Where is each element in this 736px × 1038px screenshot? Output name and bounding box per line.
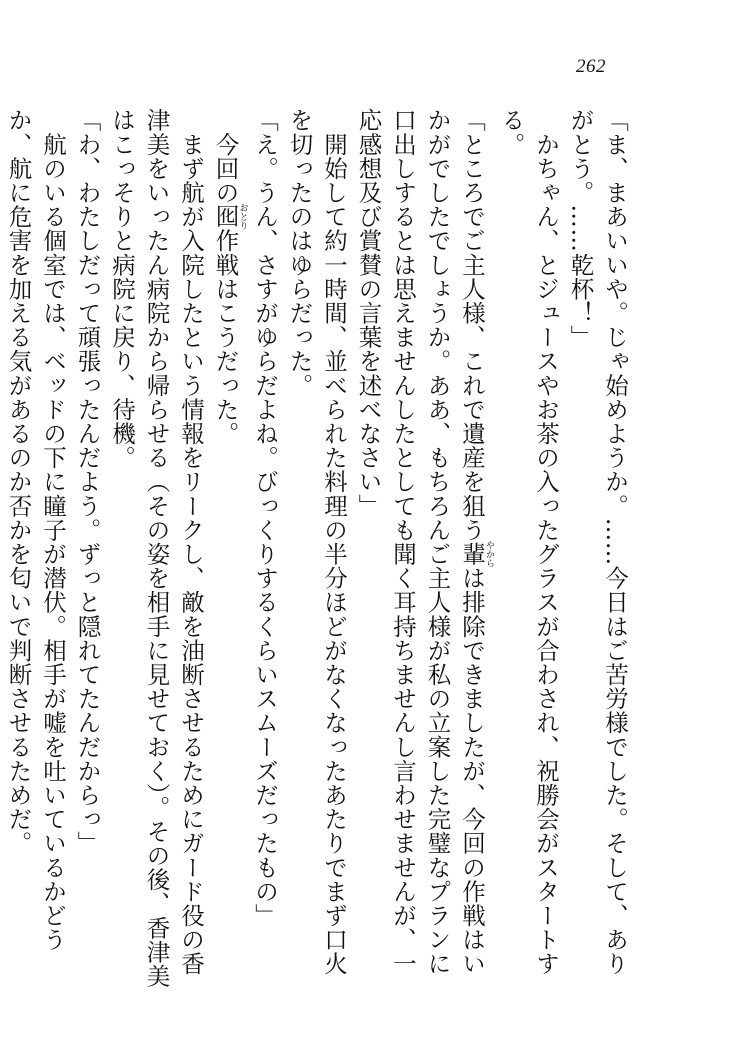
paragraph: 開始して約一時間、並べられた料理の半分ほどがなくなったあたりでまず口火を切ったのはゆらだった。 — [285, 108, 348, 976]
paragraph-text: は排除できましたが、今回の作戦はいかがでしたでしょうか。ああ、もちろんご主人様が私の立案した完璧なプランに口出しするとは思えませんしたとしても聞く耳持ちませんし言わせませんが、一応感想及び賞賛の言葉を述べなさい」 — [354, 108, 486, 976]
ruby-reading: おとり — [237, 202, 248, 230]
paragraph — [208, 108, 248, 988]
ruby-base: 囮 — [211, 202, 240, 230]
paragraph: かちゃん、とジュースやお茶の入ったグラスが合わされ、祝勝会がスタートする。 — [497, 108, 560, 976]
paragraph — [351, 108, 494, 988]
ruby-base: 輩 — [458, 540, 486, 568]
paragraph: 航のいる個室では、ベッドの下に瞳子が潜伏。相手が嘘を吐いているかどうか、航に危害を加える気があるのか否かを匂いで判断させるためだ。 — [4, 108, 67, 952]
novel-text-body — [1, 108, 632, 988]
paragraph: 「ま、まあいいや。じゃ始めようか。……今日はご苦労様でした。そして、ありがとう。……乾杯！」 — [566, 108, 629, 976]
paragraph: 「え。うん、さすがゆらだよね。びっくりするくらいスムーズだったもの」 — [251, 108, 279, 928]
ruby-annotation — [211, 202, 248, 230]
page-number: 262 — [576, 56, 606, 77]
ruby-annotation — [458, 540, 494, 568]
ruby-reading: やから — [484, 540, 494, 568]
paragraph-text: 作戦はこうだった。 — [211, 228, 240, 446]
paragraph: まず航が入院したという情報をリークし、敵を油断させるためにガード役の香津美をいったん病院から帰らせる（その姿を相手に見せておく）。その後、香津美はこっそりと病院に戻り、待機。 — [108, 108, 205, 988]
paragraph: 「わ、わたしだって頑張ったんだよう。ずっと隠れてたんだからっ」 — [73, 108, 102, 856]
paragraph-text: 今回の — [211, 108, 240, 205]
paragraph-text: 「ところでご主人様、これで遺産を狙う — [458, 108, 486, 542]
